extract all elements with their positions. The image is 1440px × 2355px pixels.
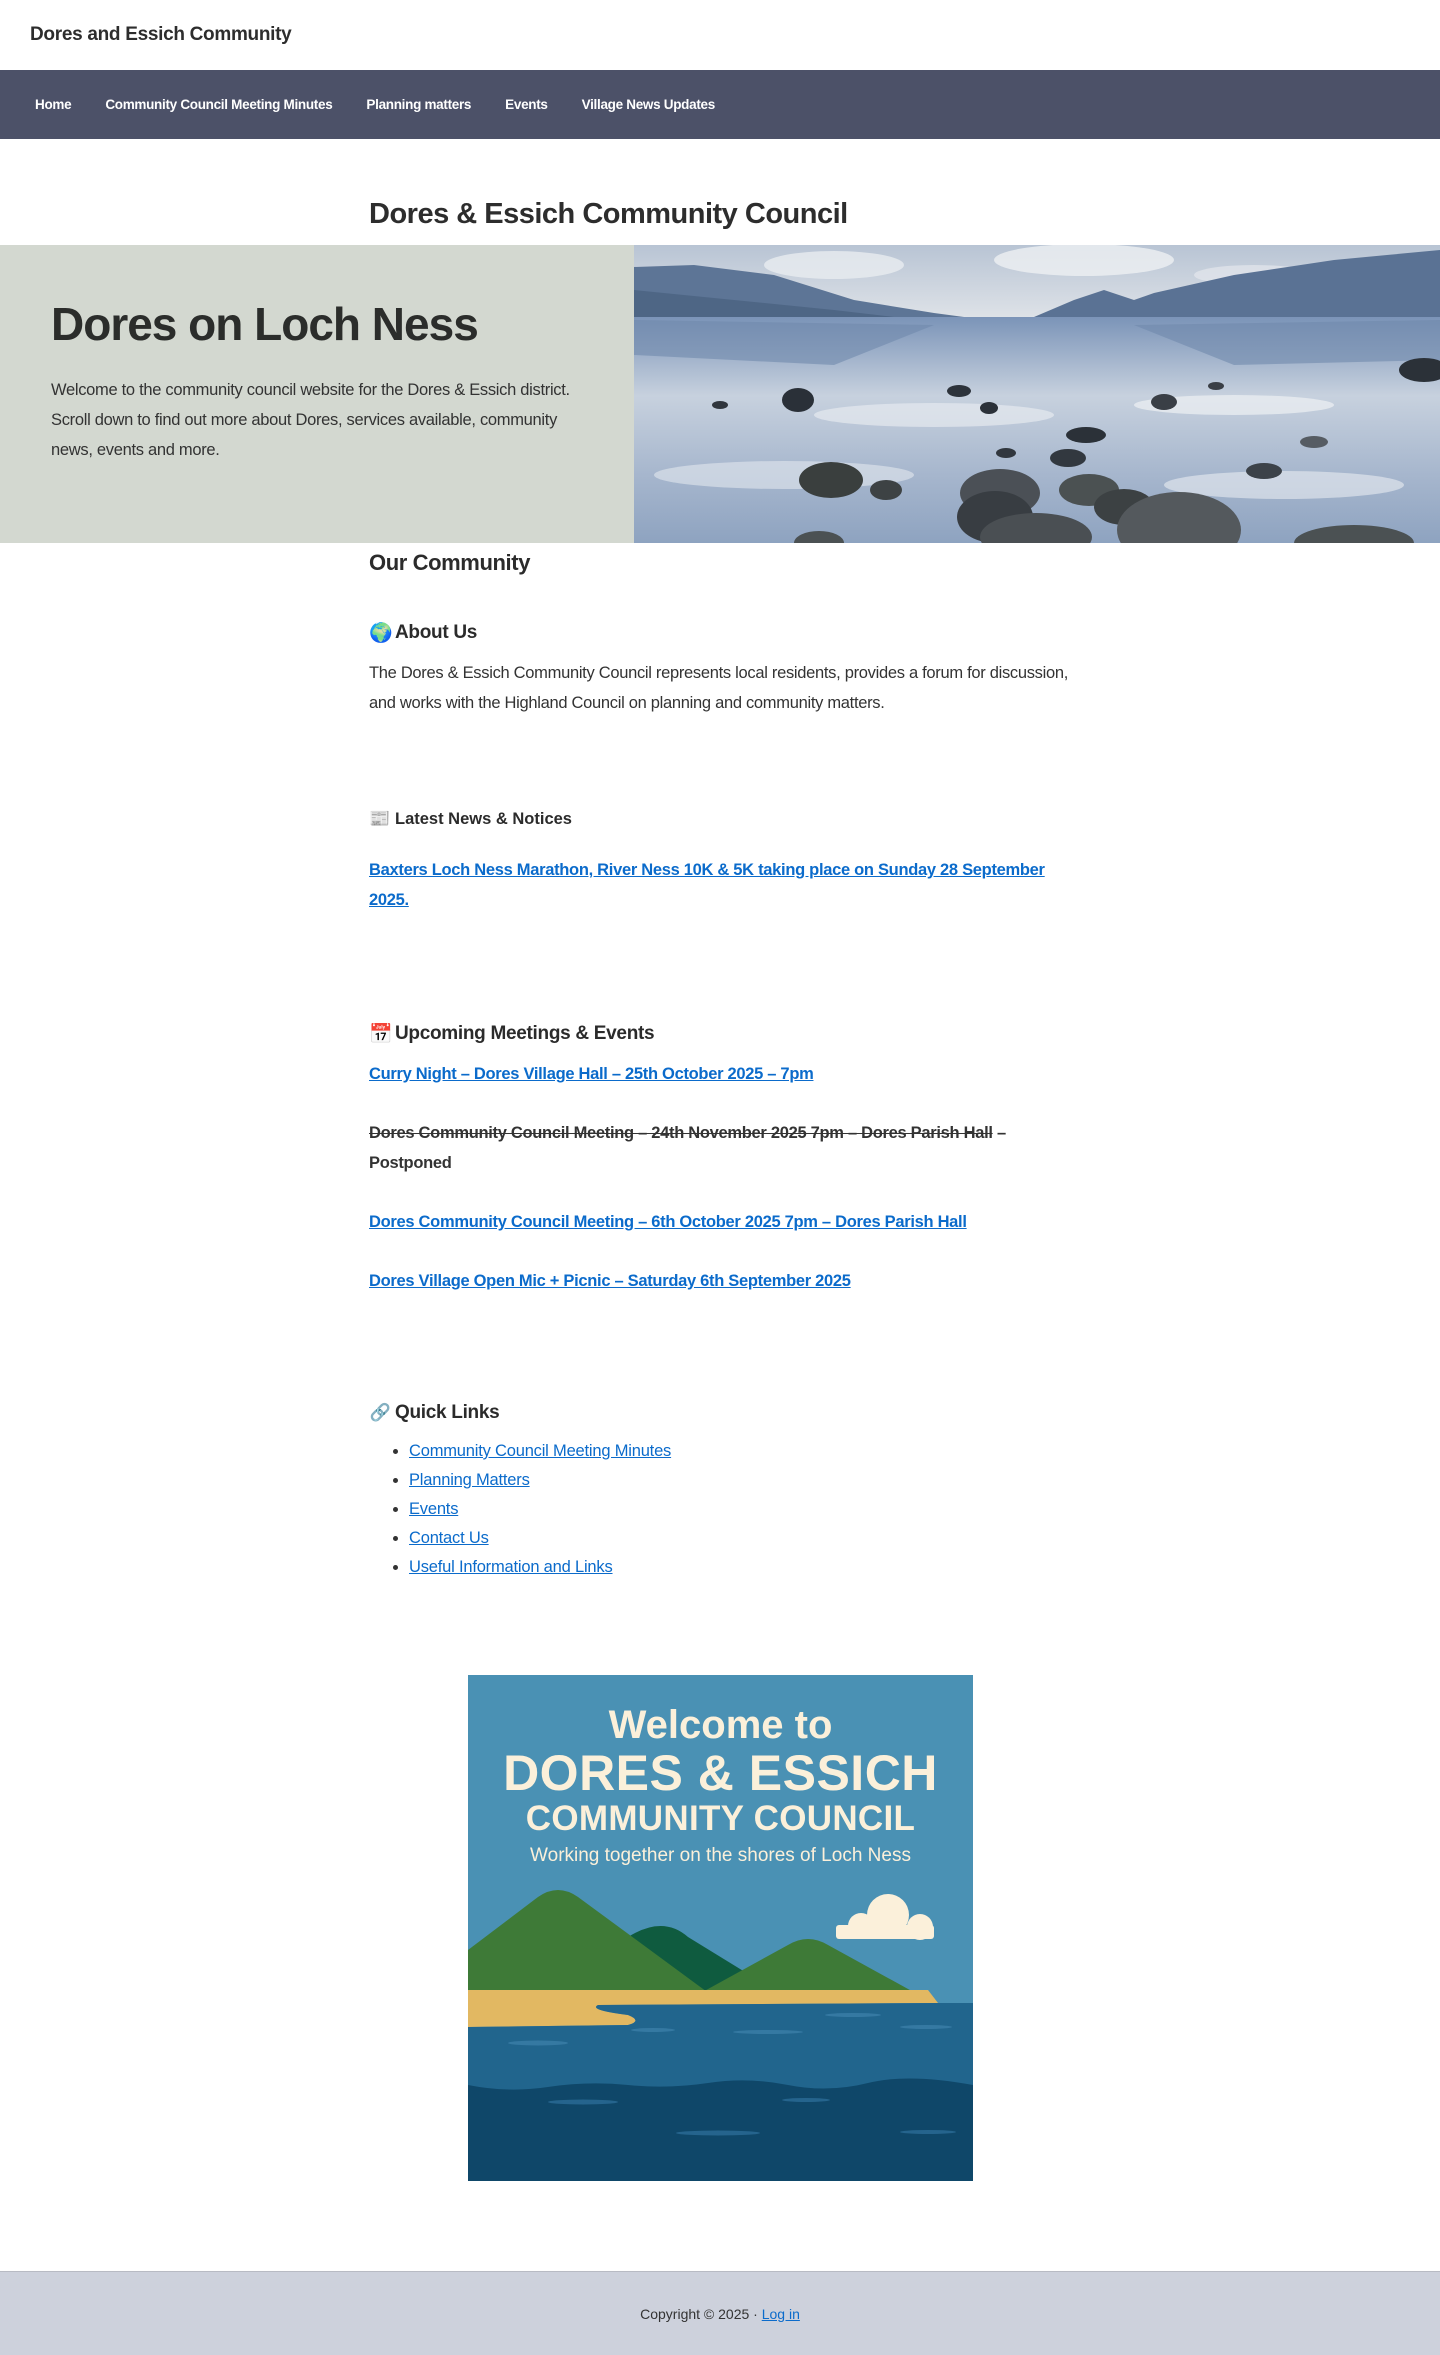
nav-item-events[interactable]: Events [505,97,548,112]
footer-login-link[interactable]: Log in [761,2305,800,2322]
about-us-section [369,621,1069,718]
about-us-heading [369,621,1069,645]
events-section [369,1022,1069,1296]
welcome-poster-image [468,1675,973,2181]
nav-item-meeting-minutes[interactable]: Community Council Meeting Minutes [105,97,333,112]
hero-section [0,245,1440,543]
loch-ness-photo-icon [634,245,1440,543]
hero-description: Welcome to the community council website for the Dores & Essich district. Scroll down to find out more about Dores, services available, community news, events and more. [51,381,570,459]
event-item [369,1207,1069,1237]
quick-links-title: Quick Links [395,1402,500,1423]
quick-links-list [369,1437,1069,1582]
event-link-open-mic-picnic[interactable]: Dores Village Open Mic + Picnic – Saturday 6th September 2025 [369,1272,851,1290]
quick-link-planning-matters[interactable]: Planning Matters [409,1471,530,1489]
nav-item-home[interactable]: Home [35,97,72,112]
quick-link-meeting-minutes[interactable]: Community Council Meeting Minutes [409,1442,672,1460]
event-item [369,1059,1069,1089]
poster-name-text: DORES & ESSICH [503,1745,938,1801]
quick-link-contact-us[interactable]: Contact Us [409,1529,489,1547]
events-heading [369,1022,1069,1046]
hero-heading: Dores on Loch Ness [51,298,478,350]
page-title: Dores & Essich Community Council [369,198,848,230]
quick-link-useful-info[interactable]: Useful Information and Links [409,1558,613,1576]
event-postponed-title: Dores Community Council Meeting – 24th November 2025 7pm – Dores Parish Hall [369,1124,993,1142]
event-link-council-meeting-october[interactable]: Dores Community Council Meeting – 6th October 2025 7pm – Dores Parish Hall [369,1213,967,1231]
quick-link-item [409,1495,1069,1524]
our-community-section [369,550,1069,576]
newspaper-icon: 📰 [369,809,391,828]
latest-news-title: Latest News & Notices [395,809,572,828]
globe-icon: 🌍 [369,623,393,644]
poster-tagline-text: Working together on the shores of Loch Ness [530,1845,911,1866]
poster-council-text: COMMUNITY COUNCIL [525,1799,916,1838]
hero-text-panel [0,245,634,543]
main-nav [0,70,1440,139]
poster-text-block [468,1703,973,1871]
quick-link-item [409,1524,1069,1553]
quick-link-item [409,1466,1069,1495]
quick-links-section [369,1402,1069,1582]
about-us-title: About Us [395,622,478,643]
event-postponed-status: – Postponed [369,1124,1006,1172]
calendar-icon: 📅 [369,1024,393,1045]
quick-link-events[interactable]: Events [409,1500,459,1518]
hero-loch-ness-image [634,245,1440,543]
about-us-text: The Dores & Essich Community Council represents local residents, provides a forum for discussion, and works with the Highland Council on planning and community matters. [369,664,1069,712]
news-item-link[interactable]: Baxters Loch Ness Marathon, River Ness 10K & 5K taking place on Sunday 28 September 2025. [369,861,1045,909]
site-title-link[interactable]: Dores and Essich Community [30,24,292,45]
site-header [0,0,1440,70]
events-title: Upcoming Meetings & Events [395,1023,655,1044]
link-icon: 🔗 [369,1403,391,1422]
event-item-postponed [369,1118,1069,1178]
nav-item-village-news[interactable]: Village News Updates [581,97,715,112]
site-footer [0,2271,1440,2355]
poster-welcome-text: Welcome to [608,1703,833,1747]
footer-copyright: Copyright © 2025 · [640,2305,758,2322]
quick-link-item [409,1553,1069,1582]
latest-news-heading [369,809,1069,829]
quick-link-item [409,1437,1069,1466]
event-link-curry-night[interactable]: Curry Night – Dores Village Hall – 25th October 2025 – 7pm [369,1065,814,1083]
latest-news-section [369,809,1069,915]
event-item [369,1266,1069,1296]
quick-links-heading [369,1402,1069,1424]
nav-item-planning-matters[interactable]: Planning matters [366,97,472,112]
our-community-heading: Our Community [369,550,531,575]
